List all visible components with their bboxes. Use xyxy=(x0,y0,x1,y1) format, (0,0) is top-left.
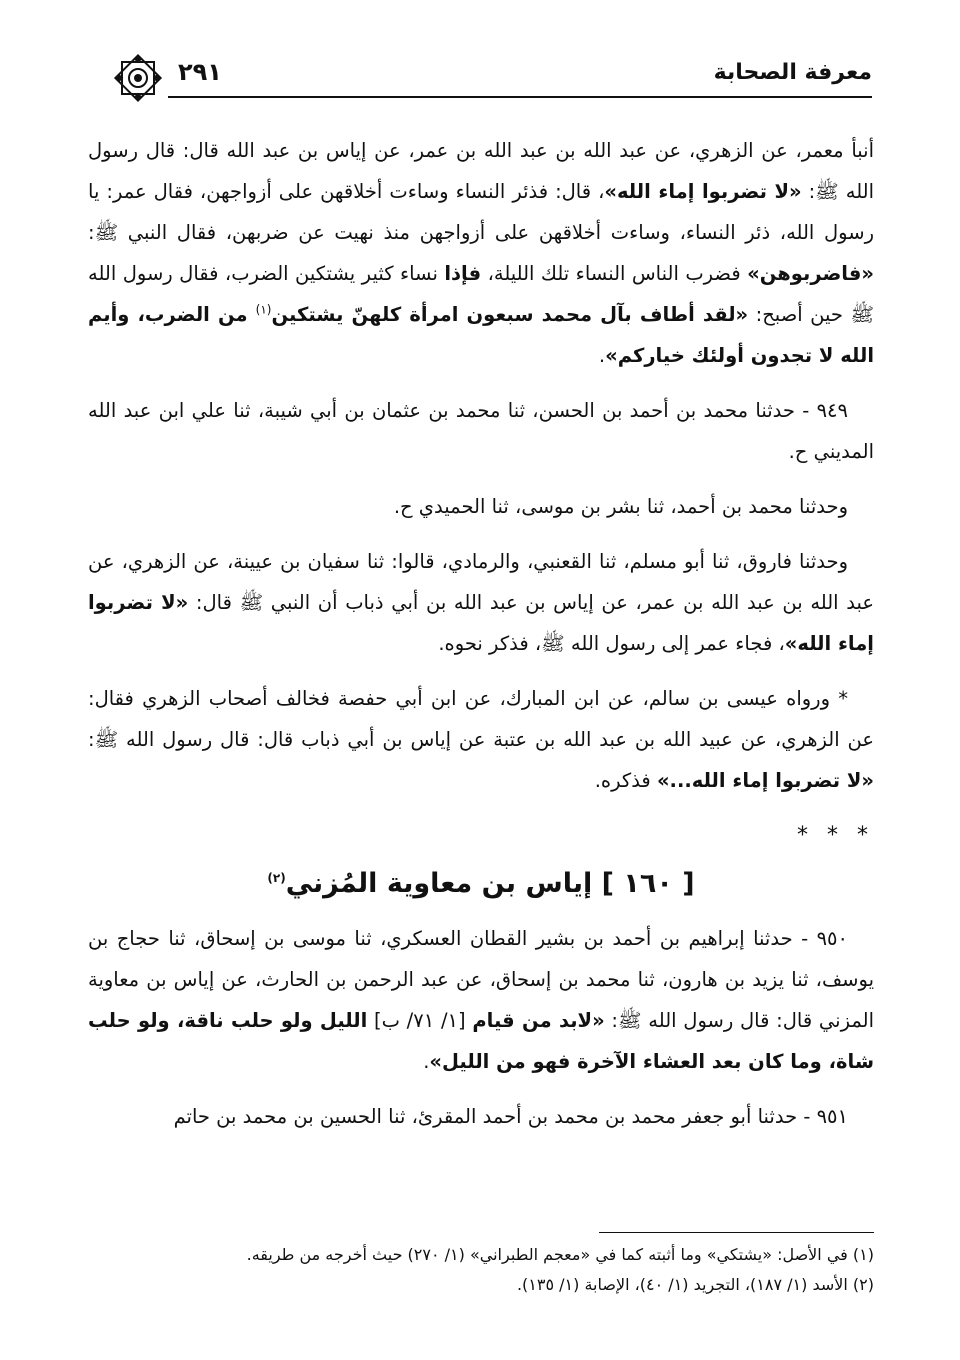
hadith-text: من الضرب، وأيم الله لا تجدون أولئك خياركم» xyxy=(88,303,874,367)
narration-text: . xyxy=(423,1050,430,1073)
footnote-rule xyxy=(599,1232,874,1233)
narration-text: ٩٥٠ - حدثنا إبراهيم بن أحمد بن بشير القطان العسكري، ثنا موسى بن إسحاق، ثنا حجاج بن يوسف، ثنا يزيد بن هارون، ثنا محمد بن إسحاق، عن عبد الرحمن بن الحارث، عن إياس بن معاوية المزني قال: قال رسول الله ﷺ: xyxy=(88,927,874,1032)
hadith-text: «لا تضربوا إماء الله» xyxy=(88,591,874,655)
paragraph xyxy=(88,1096,874,1137)
narration-text: ٩٤٩ - حدثنا محمد بن أحمد بن الحسن، ثنا محمد بن عثمان بن أبي شيبة، ثنا علي ابن عبد الله المديني ح. xyxy=(88,399,874,463)
narration-text: نساء كثير يشتكين الضرب، فقال رسول الله ﷺ حين أصبح: xyxy=(88,262,874,326)
hadith-text: «لقد أطاف بآل محمد سبعون امرأة كلهنّ يشتكين xyxy=(271,303,749,326)
paragraph-group xyxy=(88,918,874,1137)
hadith-text: «لابد من قيام xyxy=(472,1009,605,1032)
hadith-text: الليل ولو حلب ناقة، ولو حلب شاة، وما كان بعد العشاء الآخرة فهو من الليل» xyxy=(88,1009,874,1073)
page-number: ٢٩١ xyxy=(178,58,222,86)
paragraph-group xyxy=(88,130,874,801)
footnote-ref: (٢) xyxy=(267,871,286,885)
narration-text: * ورواه عيسى بن سالم، عن ابن المبارك، عن ابن أبي حفصة فخالف أصحاب الزهري فقال: عن الزهري، عن عبيد الله بن عبد الله بن عتبة عن إياس بن أبي ذباب قال: قال رسول الله ﷺ: xyxy=(88,687,874,751)
narration-text: فذكره. xyxy=(594,769,657,792)
chapter-title: [ ١٦٠ ] إياس بن معاوية المُزني xyxy=(285,868,695,899)
running-title: معرفة الصحابة xyxy=(713,60,872,85)
page-header xyxy=(108,52,872,100)
narration-text: فضرب الناس النساء تلك الليلة، xyxy=(481,262,748,285)
narration-text: وحدثنا فاروق، ثنا أبو مسلم، ثنا القعنبي، والرمادي، قالوا: ثنا سفيان بن عيينة، عن الزهري، عن عبد الله بن عبد الله بن عمر، عن إياس بن عبد الله بن أبي ذباب أن النبي ﷺ قال: xyxy=(88,550,874,614)
paragraph xyxy=(88,541,874,664)
hadith-text: «فاضربوهن» xyxy=(747,262,874,285)
footnote-ref: (١) xyxy=(255,302,272,317)
paragraph xyxy=(88,486,874,527)
footnote: (٢) الأسد (١/ ١٨٧)، التجريد (١/ ٤٠)، الإصابة (١/ ١٣٥). xyxy=(516,1275,874,1294)
narration-text: . xyxy=(598,344,606,367)
header-rule xyxy=(168,96,872,98)
footnote: (١) في الأصل: «يشتكي» وما أثبته كما في «معجم الطبراني» (١/ ٢٧٠) حيث أخرجه من طريقه. xyxy=(246,1245,874,1264)
hadith-text: فإذا xyxy=(444,262,482,285)
footnotes xyxy=(88,1240,874,1300)
narration-text: وحدثنا محمد بن أحمد، ثنا بشر بن موسى، ثنا الحميدي ح. xyxy=(393,495,848,518)
narration-text: أنبأ معمر، عن الزهري، عن عبد الله بن عبد الله بن عمر، عن إياس بن عبد الله قال: قال رسول الله ﷺ: xyxy=(88,139,875,203)
star-ornament-icon xyxy=(108,48,168,108)
narration-text: ، فجاء عمر إلى رسول الله ﷺ، فذكر نحوه. xyxy=(438,632,785,655)
narration-text: [١/ ٧١/ ب] xyxy=(367,1009,473,1032)
hadith-text: «لا تضربوا إماء الله...» xyxy=(656,769,874,792)
chapter-heading xyxy=(88,862,874,906)
narration-text: ، قال: فذئر النساء وساءت أخلاقهن على أزواجهن، فقال عمر: يا رسول الله، ذئر النساء، وساءت أخلاقهن على أزواجهن منذ نهيت عن ضربهن، فقال النبي ﷺ: xyxy=(88,180,874,244)
hadith-text: «لا تضربوا إماء الله» xyxy=(604,180,802,203)
paragraph xyxy=(88,918,874,1082)
narration-text: ٩٥١ - حدثنا أبو جعفر محمد بن محمد بن أحمد المقرئ، ثنا الحسين بن محمد بن حاتم xyxy=(173,1105,848,1128)
section-separator: * * * xyxy=(797,823,874,848)
paragraph xyxy=(88,130,874,376)
main-text xyxy=(88,130,874,1151)
paragraph xyxy=(88,678,874,801)
paragraph xyxy=(88,390,874,472)
